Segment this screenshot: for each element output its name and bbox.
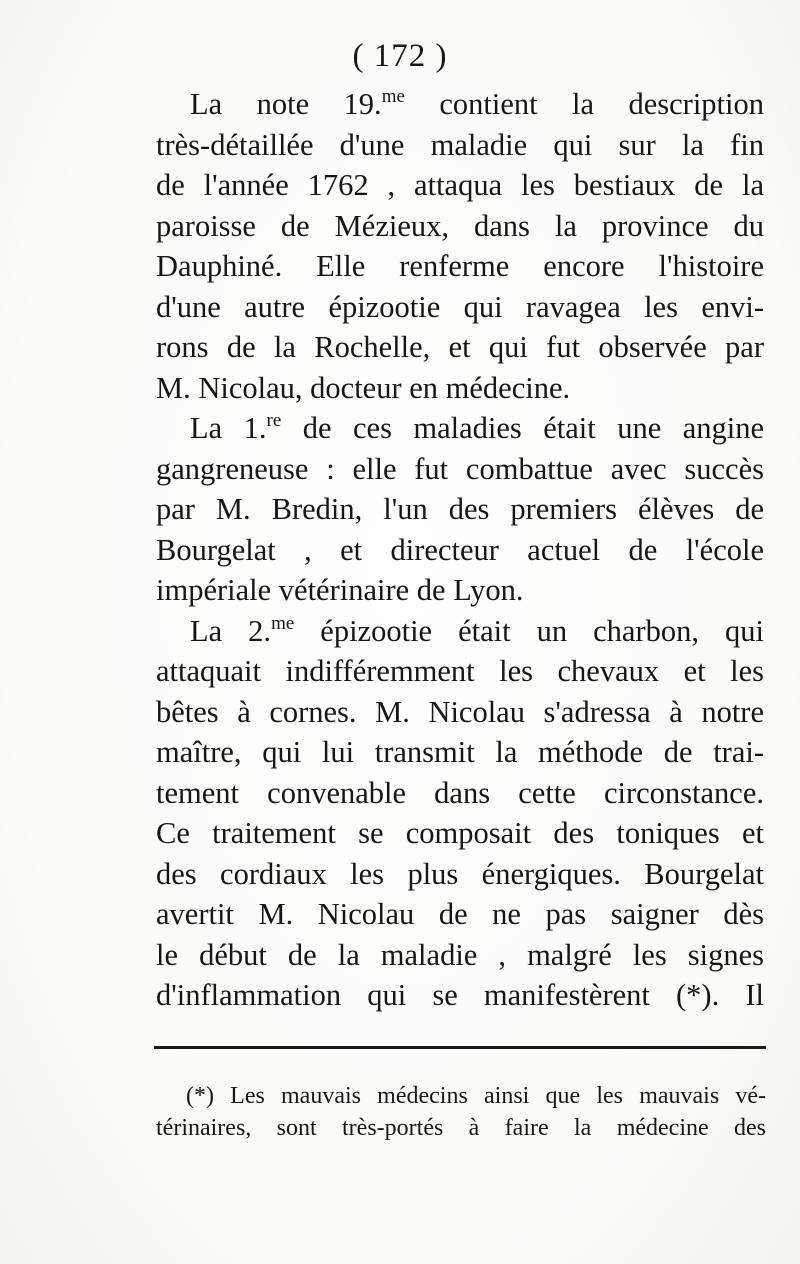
footnote	[156, 1080, 766, 1144]
page-number: ( 172 )	[352, 38, 448, 74]
text-line	[156, 84, 764, 125]
text-line: gangreneuse : elle fut combattue avec succès	[156, 451, 764, 486]
text-line: avertit M. Nicolau de ne pas saigner dès	[156, 897, 764, 931]
text-line: d'une autre épizootie qui ravagea les envi-	[156, 289, 764, 324]
footnote-line: térinaires, sont très-portés à faire la médecine des	[156, 1115, 766, 1141]
body-text	[156, 84, 764, 1016]
superscript: re	[266, 410, 282, 431]
text-fragment: contient la description	[404, 87, 764, 121]
text-line: M. Nicolau, docteur en médecine.	[156, 370, 571, 405]
text-line: paroisse de Mézieux, dans la province du	[156, 208, 764, 243]
text-line: impériale vétérinaire de Lyon.	[156, 573, 524, 607]
text-fragment: épizootie était un charbon, qui	[294, 613, 764, 648]
text-line: Dauphiné. Elle renferme encore l'histoire	[156, 249, 764, 283]
text-fragment: La 2.	[190, 613, 272, 648]
footnote-rule	[154, 1046, 766, 1049]
text-line: le début de la maladie , malgré les signes	[156, 937, 764, 972]
superscript: me	[271, 612, 295, 634]
footnote-line: (*) Les mauvais médecins ainsi que les mauvais vé-	[186, 1083, 766, 1109]
text-line: des cordiaux les plus énergiques. Bourgelat	[156, 856, 764, 891]
text-line	[156, 408, 764, 449]
text-line: tement convenable dans cette circonstance.	[156, 775, 764, 810]
text-line: par M. Bredin, l'un des premiers élèves de	[156, 492, 764, 526]
text-fragment: de ces maladies était une angine	[281, 411, 765, 445]
text-line: rons de la Rochelle, et qui fut observée par	[156, 330, 764, 364]
text-fragment: La 1.	[190, 411, 267, 445]
text-line: attaquait indifféremment les chevaux et les	[156, 654, 764, 688]
text-line	[156, 611, 764, 652]
text-line: très-détaillée d'une maladie qui sur la fin	[156, 127, 764, 162]
text-line: Ce traitement se composait des toniques et	[156, 816, 764, 850]
text-line: d'inflammation qui se manifestèrent (*). Il	[156, 978, 764, 1012]
text-line: Bourgelat , et directeur actuel de l'école	[156, 532, 764, 567]
text-line: de l'année 1762 , attaqua les bestiaux de la	[156, 168, 764, 202]
text-fragment: La note 19.	[190, 87, 382, 121]
text-line: maître, qui lui transmit la méthode de trai-	[156, 735, 764, 769]
superscript: me	[381, 86, 405, 107]
text-line: bêtes à cornes. M. Nicolau s'adressa à notre	[156, 694, 764, 729]
